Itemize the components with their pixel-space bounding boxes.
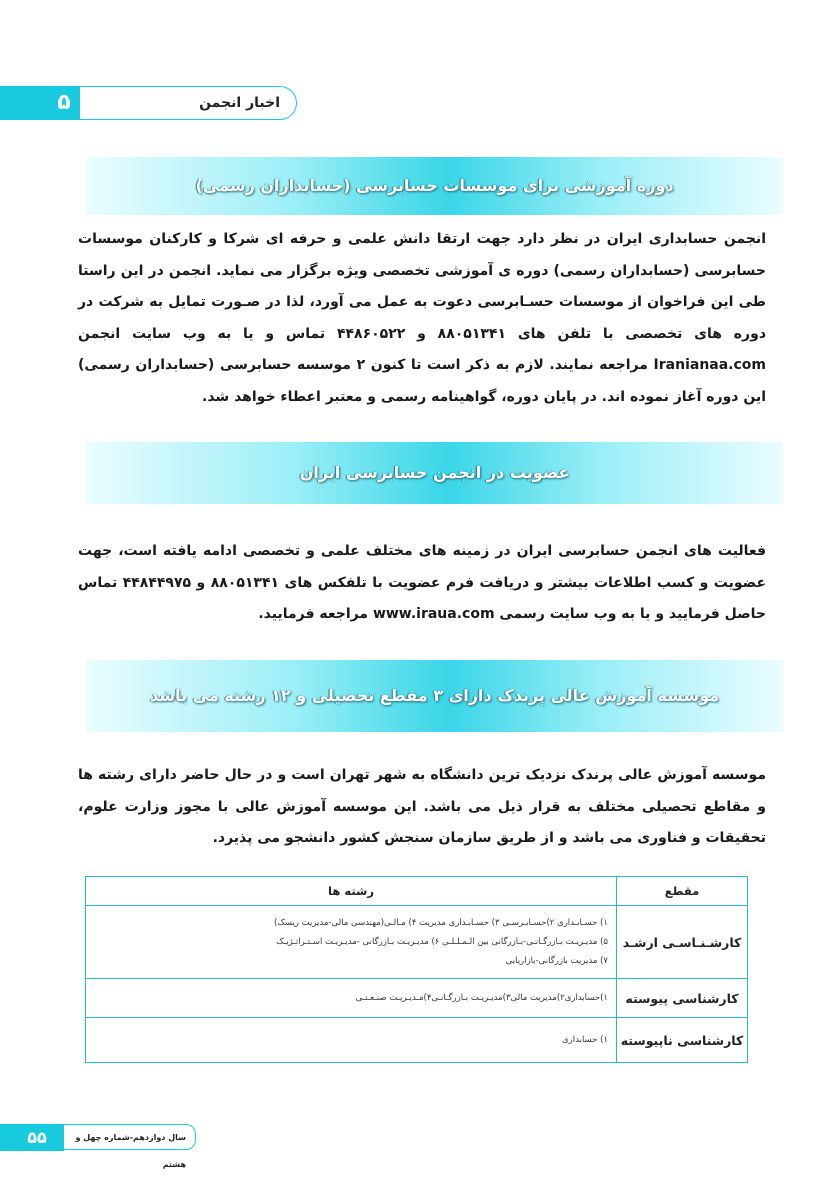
section-3-banner: موسسه آموزش عالی پرندک دارای ۳ مقطع تحصیلی و ۱۲ رشته می باشد — [86, 660, 783, 732]
degree-cell: کارشناسی ناپیوسته — [617, 1018, 748, 1063]
table-header-degree: مقطع — [617, 877, 748, 906]
footer-page-number: ۵۵ — [27, 1128, 47, 1147]
fields-cell — [86, 979, 617, 1018]
header-page-number: ۵ — [57, 90, 71, 115]
table-header-fields: رشته ها — [86, 877, 617, 906]
section-3-body: موسسه آموزش عالی پرندک نزدیک ترین دانشگاه به شهر تهران است و در حال حاضر دارای رشته ها و مقاطع تحصیلی مختلف به قرار ذیل می باشد. این موسسه آموزش عالی با مجوز وزارت علوم، تحقیقات و فناوری می باشد و از طریق سازمان سنجش کشور دانشجو می پذیرد. — [78, 767, 766, 846]
programs-table — [85, 876, 748, 1063]
footer-issue-label: سال دوازدهم-شماره چهل و هشتم — [75, 1133, 186, 1169]
fields-cell — [86, 1018, 617, 1063]
field-line: ۷) مدیریت بازرگانی-بازاریابی — [505, 955, 608, 966]
fields-cell — [86, 906, 617, 979]
section-2-body: فعالیت های انجمن حسابرسی ایران در زمینه های مختلف علمی و تخصصی ادامه یافته است، جهت عضویت و کسب اطلاعات بیشتر و دریافت فرم عضویت با تلفکس های ۸۸۰۵۱۳۴۱ و ۴۴۸۴۴۹۷۵ تماس حاصل فرمایید و یا به وب سایت رسمی www.iraua.com مراجعه فرمایید. — [78, 543, 767, 622]
header-section-title: اخبار انجمن — [199, 95, 280, 111]
table-row — [86, 979, 748, 1018]
table-header-row — [86, 877, 748, 906]
field-line: ۱)حسابداری۲)مدیریت مالی۳)مدیـریـت بـازرگـانـی۴)مـدیـریـت صنـعـتـی — [355, 992, 608, 1003]
degree-cell: کارشناسی پیوسته — [617, 979, 748, 1018]
table-row — [86, 1018, 748, 1063]
degree-cell: کارشـنـاسـی ارشـد — [617, 906, 748, 979]
field-line: ۱) حسـابـداری ۲)حسـابـرسـی ۳) حسـابـداری مدیریت ۴) مـالـی(مهندسی مالی-مدیریت ریسک) — [273, 917, 608, 928]
section-1-body: انجمن حسابداری ایران در نظر دارد جهت ارتقا دانش علمی و حرفه ای شرکا و کارکنان موسسات حسابرسی (حسابداران رسمی) دوره ی آموزشی تخصصی ویژه برگزار می نماید. انجمن در این راستا طی این فراخوان از موسسات حسـابرسی دعوت به عمل می آورد، لذا در صـورت تمایل به شرکت در دوره های تخصصی با تلفن های ۸۸۰۵۱۳۴۱ و ۴۴۸۶۰۵۲۲ تماس و یا به وب سایت انجمن Iranianaa.com مراجعه نمایند. لازم به ذکر است تا کنون ۲ موسسه حسابرسی (حسابداران رسمی) این دوره آغاز نموده اند. در پایان دوره، گواهینامه رسمی و معتبر اعطاء خواهد شد. — [78, 231, 767, 405]
section-2-banner: عضویت در انجمن حسابرسی ایران — [86, 442, 783, 504]
field-line: ۱) حسابداری — [562, 1034, 608, 1045]
section-1-banner: دوره آموزشی برای موسسات حسابرسی (حسابداران رسمی) — [86, 157, 783, 215]
table-row — [86, 906, 748, 979]
field-line: ۵) مدیـریـت بـازرگـانـی-بـازرگانی بین الـمـلـلـی ۶) مدیـریـت بـازرگانی -مدیـریـت اسـتـراتـژیـک — [276, 936, 608, 947]
